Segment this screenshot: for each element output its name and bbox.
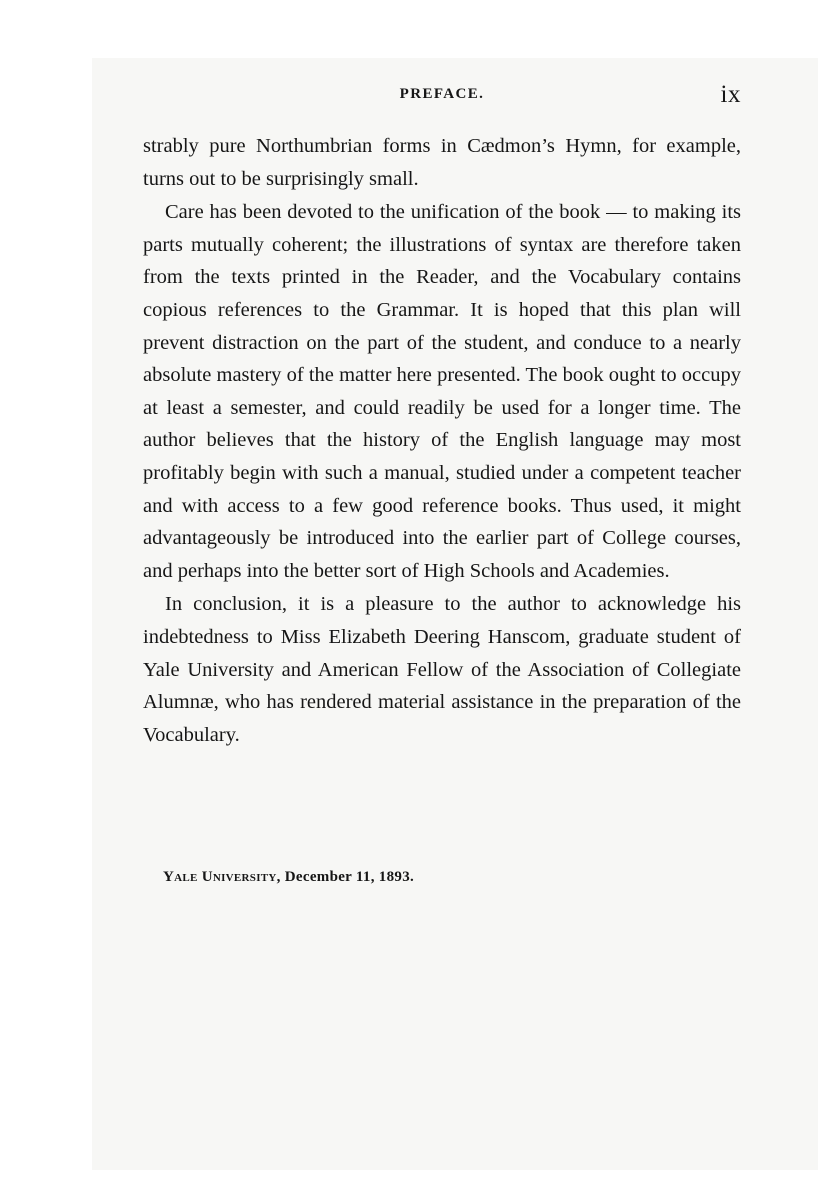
running-head: PREFACE. [399,86,485,102]
signature-line [163,869,414,886]
preface-body [143,130,741,751]
signature-separator: , [276,869,285,885]
signature-date: December 11, 1893. [284,869,415,885]
page-header [143,82,741,112]
page-number: ix [720,81,741,108]
signature-place: Yale University [163,869,277,885]
paragraph-acknowledgement: In conclusion, it is a pleasure to the author to acknowledge his indebtedness to Miss Elizabeth Deering Hanscom, graduate student of Yale University and American Fellow of the Association of Collegiate Alumnæ, who has rendered material assistance in the preparation of the Vocabulary. [143,593,741,746]
paragraph-continuation: strably pure Northumbrian forms in Cædmon’s Hymn, for example, turns out to be surprisingly small. [143,135,741,190]
paragraph-unification: Care has been devoted to the unification of the book — to making its parts mutually coherent; the illustrations of syntax are therefore taken from the texts printed in the Reader, and the Vocabulary contains copious references to the Grammar. It is hoped that this plan will prevent distraction on the part of the student, and conduce to a nearly absolute mastery of the matter here presented. The book ought to occupy at least a semester, and could readily be used for a longer time. The author believes that the history of the English language may most profitably begin with such a manual, studied under a competent teacher and with access to a few good reference books. Thus used, it might advantageously be introduced into the earlier part of College courses, and perhaps into the better sort of High Schools and Academies. [143,201,741,582]
